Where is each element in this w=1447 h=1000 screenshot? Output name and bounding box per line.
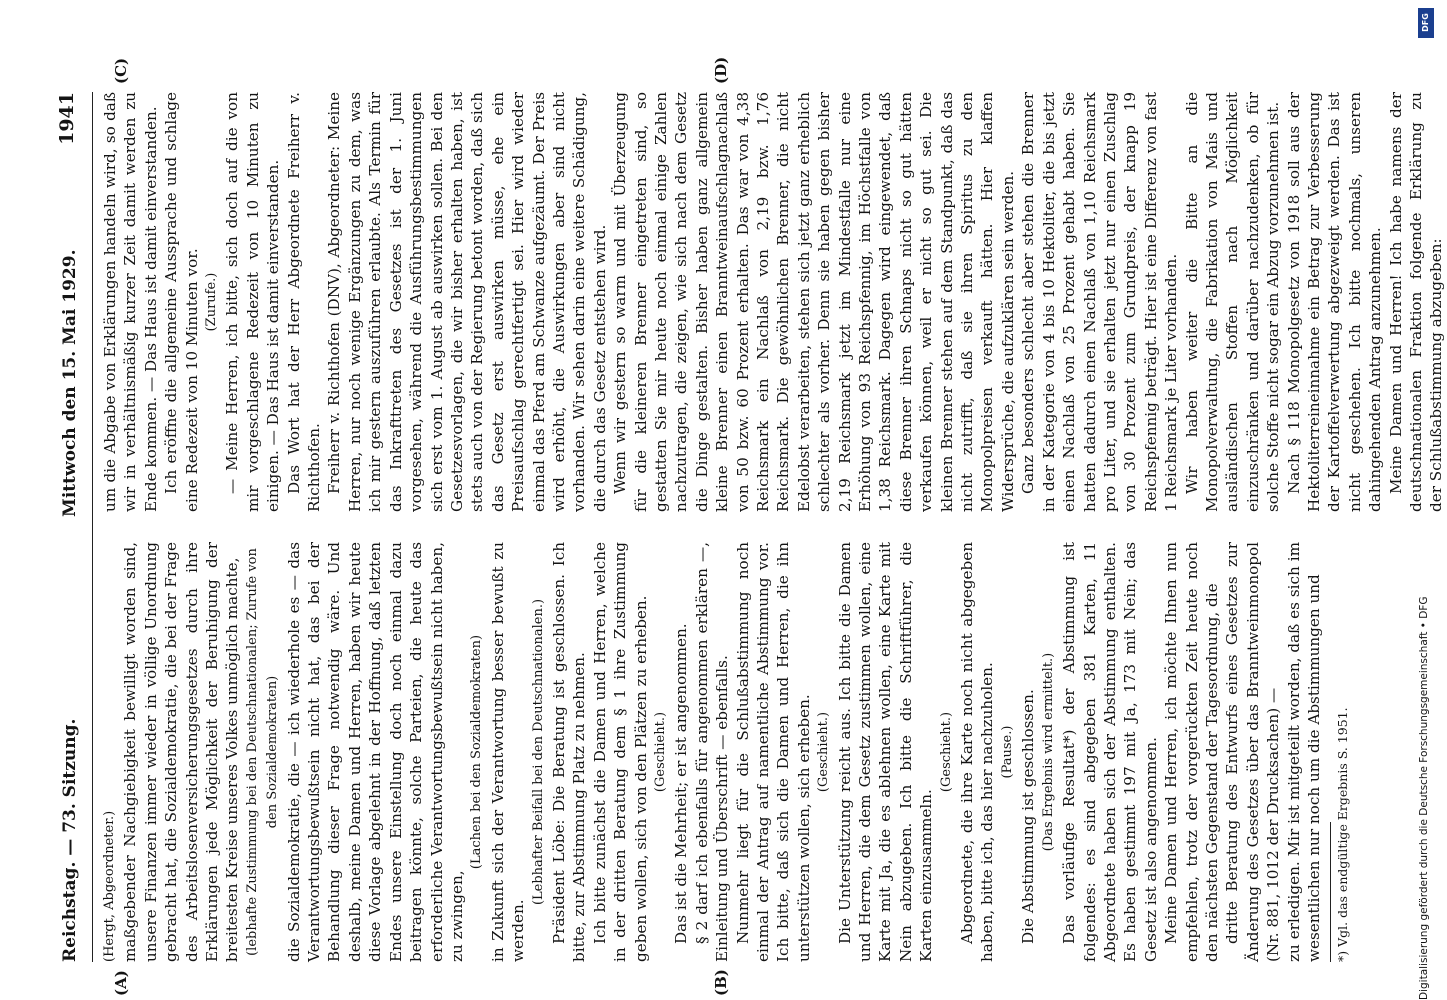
paragraph: Die Unterstützung reicht aus. Ich bitte die Damen und Herren, die dem Gesetz zustimmen wollen, eine Karte mit Ja, die es ablehnen wollen, eine Karte mit Nein abzugeben. Ich bitte die Schriftführer, die Karten einzusammeln. <box>835 542 936 962</box>
footnote: *) Vgl. das endgültige Ergebnis S. 1951. <box>1335 707 1351 962</box>
margin-marker-d: (D) <box>712 56 730 84</box>
paragraph: (Geschieht.) <box>652 711 668 793</box>
paragraph: Wenn wir gestern so warm und mit Überzeugung für die kleineren Brenner eingetreten sind, so gestatten Sie mir heute noch einmal einige Zahlen nachzutragen, die zeigen, wie sich nach dem Gesetz die Dinge gestalten. Bisher haben ganz allgemein kleine Brenner einen Branntweinaufschlagnachlaß von 50 bzw. 60 Prozent erhalten. Das war von 4,38 Reichsmark ein Nachlaß von 2,19 bzw. 1,76 Reichsmark. Die gewöhnlichen Brenner, die nicht Edelobst verarbeiten, stehen sich jetzt ganz erheblich schlechter als vorher. Denn sie haben gegen bisher 2,19 Reichsmark jetzt im Mindestfalle nur eine Erhöhung von 93 Reichspfennig, im Höchstfalle von 1,38 Reichsmark. Dagegen wird eingewendet, daß diese Brenner ihren Schnaps nicht so gut hätten verkaufen können, weil er nicht so gut sei. Die kleinen Brenner stehen auf dem Standpunkt, daß das nicht zutrifft, daß sie ihren Spiritus zu den Monopolpreisen verkauft hätten. Hier klaffen Widersprüche, die aufzuklären sein werden. <box>611 92 1017 512</box>
paragraph: (lebhafte Zustimmung bei den Deutschnationalen; Zurufe von den Sozialdemokraten) <box>244 548 281 956</box>
paragraph: (Zurufe.) <box>204 272 220 332</box>
paragraph: (Hergt, Abgeordneter.) <box>102 810 117 962</box>
paragraph: (Lachen bei den Sozialdemokraten) <box>469 634 485 870</box>
paragraph: (Geschieht.) <box>816 711 832 793</box>
paragraph: Meine Damen und Herren, ich möchte Ihnen nun empfehlen, trotz der vorgerückten Zeit heute noch den nächsten Gegenstand der Tagesordnung, die <box>1162 542 1221 962</box>
paragraph: um die Abgabe von Erklärungen handeln wird, so daß wir in verhältnismäßig kurzer Zeit damit werden zu Ende kommen. — Das Haus ist damit einverstanden. <box>101 92 160 512</box>
paragraph: (Geschieht.) <box>938 711 954 793</box>
paragraph: Präsident Löbe: Die Beratung ist geschlossen. Ich bitte, zur Abstimmung Platz zu nehmen. <box>549 542 589 962</box>
paragraph: Nach § 118 Monopolgesetz von 1918 soll aus der Hektoliterreineinnahme ein Betrag zur Verbesserung der Kartoffelverwertung abgezweigt werden. Das ist nicht geschehen. Ich bitte nochmals, unseren dahingehenden Antrag anzunehmen. <box>1284 92 1385 512</box>
paragraph: zu erledigen. Mir ist mitgeteilt worden, daß es sich im wesentlichen nur noch um die Abstimmungen und <box>1284 542 1323 962</box>
paragraph: § 2 darf ich ebenfalls für angenommen erklären —, Einleitung und Überschrift — ebenfalls. <box>692 542 732 962</box>
page-number: 1941 <box>56 92 78 145</box>
paragraph: Meine Damen und Herren! Ich habe namens der deutschnationalen Fraktion folgende Erklärung zu der Schlußabstimmung abzugeben: <box>1386 92 1446 512</box>
paragraph: die Sozialdemokratie, die — ich wiederhole es — das Verantwortungsbewußtsein nicht hat, das bei der Behandlung dieser Frage notwendig wäre. Und deshalb, meine Damen und Herren, haben wir heute diese Vorlage abgelehnt in der Hoffnung, daß letzten Endes unsere Einstellung doch noch einmal dazu beitragen könnte, solche Parteien, die heute das erforderliche Verantwortungsbewußtsein nicht haben, zu zwingen, <box>284 542 466 962</box>
paragraph: (Das Ergebnis wird ermittelt.) <box>1040 652 1056 852</box>
paragraph: Wir haben weiter die Bitte an die Monopolverwaltung, die Fabrikation von Mais und ausländischen Stoffen nach Möglichkeit einzuschränken und darüber nachzudenken, ob für solche Stoffe nicht sogar ein Abzug vorzunehmen ist. <box>1182 92 1283 512</box>
paragraph: Freiherr v. Richthofen (DNV), Abgeordneter: Meine Herren, nur noch wenige Ergänzungen zu dem, was ich mir gestern auszuführen erlaubte. Als Termin für das Inkrafttreten des Gesetzes ist der 1. Juni vorgesehen, während die Ausführungsbestimmungen sich erst vom 1. August ab auswirken sollen. Bei den Gesetzesvorlagen, die wir bisher erhalten haben, ist stets auch von der Regierung betont worden, daß sich das Gesetz erst auswirken müsse, ehe ein Preisaufschlag gerechtfertigt sei. Hier wird wieder einmal das Pferd am Schwanze aufgezäumt. Der Preis wird erhöht, die Auswirkungen aber sind nicht vorhanden. Wir sehen darin eine weitere Schädigung, die durch das Gesetz entstehen wird. <box>325 92 609 512</box>
paragraph: Abgeordnete, die ihre Karte noch nicht abgegeben haben, bitte ich, das hier nachzuholen. <box>958 542 997 962</box>
paragraph: Ich eröffne die allgemeine Aussprache und schlage eine Redezeit von 10 Minuten vor. <box>162 92 201 512</box>
header-right: Mittwoch den 15. Mai 1929. <box>60 249 80 517</box>
paragraph: Die Abstimmung ist geschlossen. <box>1019 689 1038 944</box>
paragraph: (Pause.) <box>999 725 1015 779</box>
dfg-logo <box>1418 8 1434 38</box>
header-left: Reichstag. — 73. Sitzung. <box>60 718 80 962</box>
paragraph: Ganz besonders schlecht aber stehen die Brenner in der Kategorie von 4 bis 10 Hektoliter, die bis jetzt einen Nachlaß von 25 Prozent gehabt haben. Sie hatten dadurch einen Nachlaß von 1,10 Reichsmark pro Liter, und sie erhalten jetzt nur einen Zuschlag von 30 Prozent zum Grundpreis, der knapp 19 Reichspfennig beträgt. Hier ist eine Differenz von fast 1 Reichsmark je Liter vorhanden. <box>1019 92 1181 512</box>
paragraph: Nunmehr liegt für die Schlußabstimmung noch einmal der Antrag auf namentliche Abstimmung vor. Ich bitte, daß sich die Damen und Herren, die ihn unterstützen wollen, sich erheben. <box>733 542 813 962</box>
paragraph: maßgebender Nachgiebigkeit bewilligt worden sind, unsere Finanzen immer wieder in völlige Unordnung gebracht hat, die Sozialdemokratie, die bei der Frage des Arbeitslosenversicherungsgesetzes durch ihre Erklärungen jede Möglichkeit der Beruhigung der breitesten Kreise unseres Volkes unmöglich machte, <box>121 542 242 962</box>
paragraph: Das vorläufige Resultat*) der Abstimmung ist folgendes: es sind abgegeben 381 Karten, 11 Abgeordnete haben sich der Abstimmung enthalten. Es haben gestimmt 197 mit Ja, 173 mit Nein; das Gesetz ist also angenommen. <box>1060 542 1160 962</box>
margin-marker-b: (B) <box>712 969 730 996</box>
dfg-logo-text: DFG <box>1420 13 1430 32</box>
paragraph: dritte Beratung des Entwurfs eines Gesetzes zur Änderung des Gesetzes über das Branntweinmonopol (Nr. 881, 1012 der Drucksachen) — <box>1223 542 1283 962</box>
paragraph: Das Wort hat der Herr Abgeordnete Freiherr v. Richthofen. <box>284 92 324 512</box>
paragraph: Das ist die Mehrheit; er ist angenommen. <box>672 623 691 944</box>
paragraph: in Zukunft sich der Verantwortung besser bewußt zu werden. <box>488 542 528 962</box>
page-header <box>52 92 93 962</box>
footnote-rule <box>1330 822 1331 962</box>
right-column <box>100 92 1446 512</box>
digitization-note: Digitalisierung gefördert durch die Deutsche Forschungsgemeinschaft • DFG <box>1418 596 1430 1000</box>
paragraph: — Meine Herren, ich bitte, sich doch auf die von mir vorgeschlagene Redezeit von 10 Minuten zu einigen. — Das Haus ist damit einverstanden. <box>223 92 283 512</box>
paragraph: (Lebhafter Beifall bei den Deutschnationalen.) <box>530 598 546 906</box>
margin-marker-a: (A) <box>112 970 130 996</box>
paragraph: Ich bitte zunächst die Damen und Herren, welche in der dritten Beratung dem § 1 ihre Zustimmung geben wollen, sich von den Plätzen zu erheben. <box>590 542 650 962</box>
left-column <box>100 542 1351 962</box>
margin-marker-c: (C) <box>112 57 130 84</box>
